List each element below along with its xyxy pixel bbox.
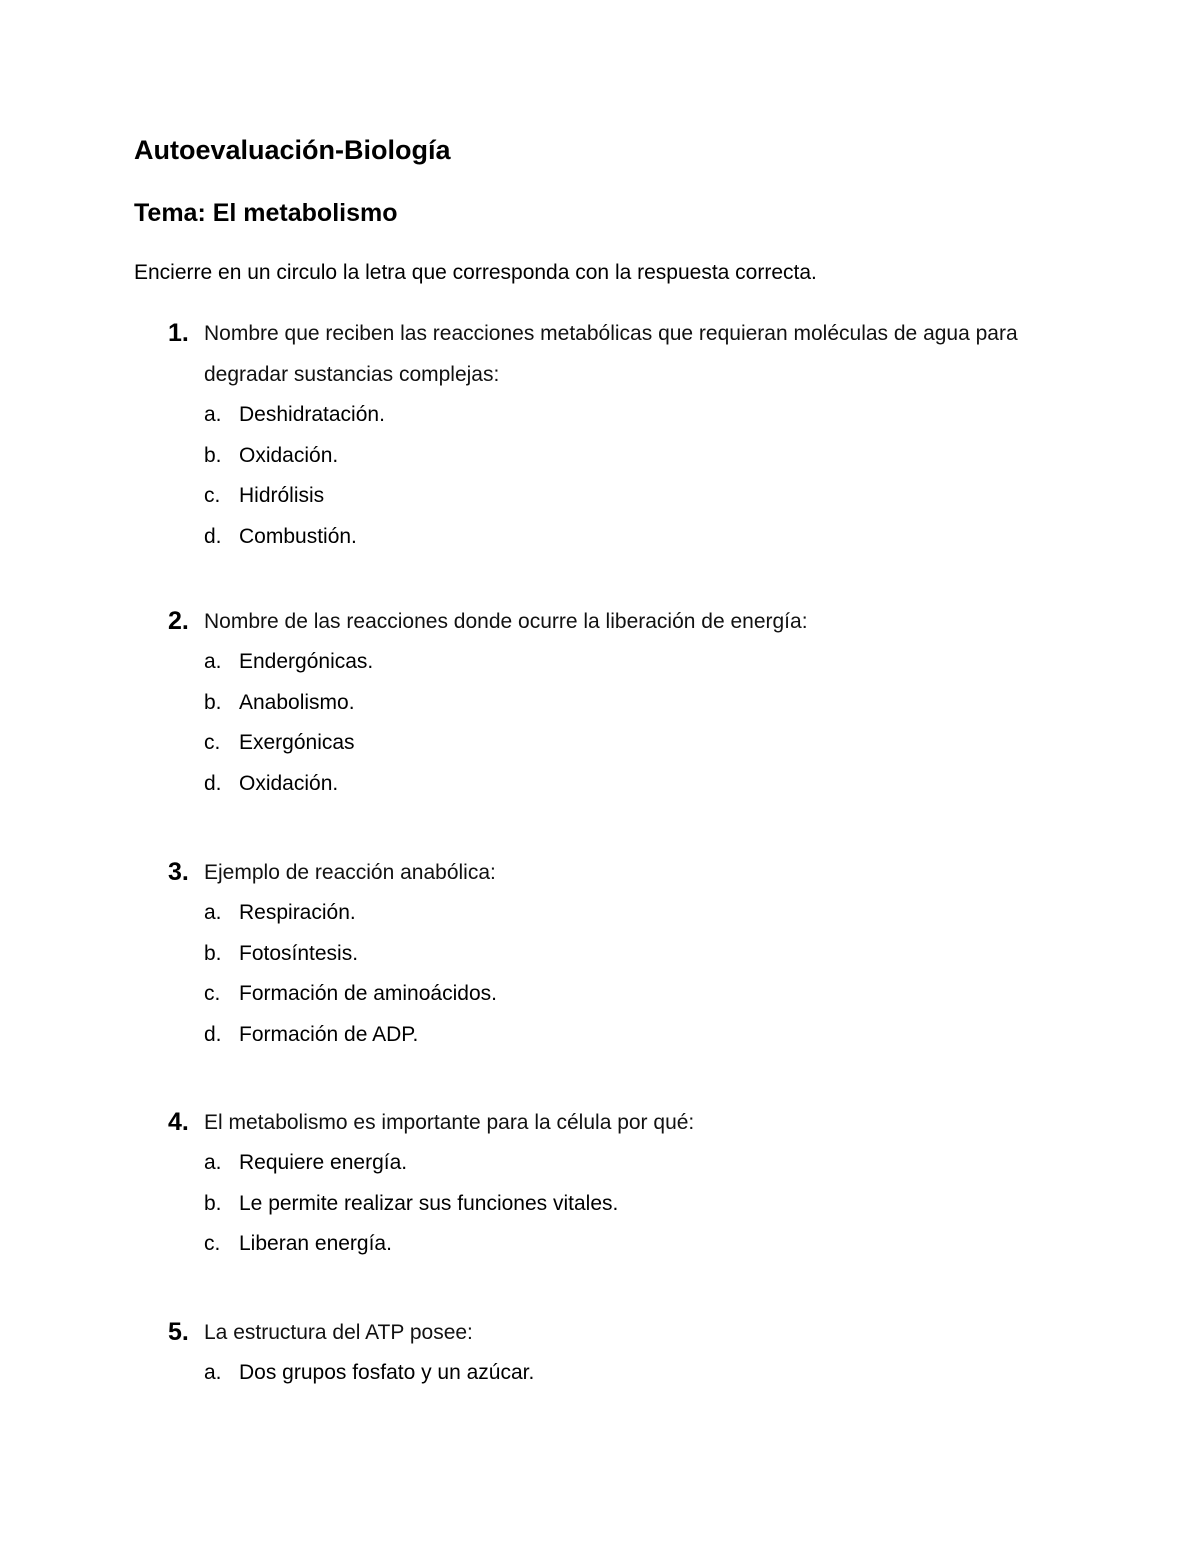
option-text: Respiración. (239, 901, 356, 924)
document-subtitle: Tema: El metabolismo (134, 199, 398, 227)
option-d[interactable] (204, 517, 1100, 558)
option-letter: c. (204, 1232, 221, 1255)
option-list (204, 1143, 1100, 1265)
option-text: Anabolismo. (239, 690, 355, 714)
question-text: Nombre que reciben las reacciones metabólicas que requieran moléculas de agua para degradar sustancias complejas: (204, 322, 1018, 386)
question-2 (150, 601, 1100, 804)
option-a[interactable] (204, 642, 1100, 683)
option-letter: b. (204, 443, 222, 467)
option-c[interactable] (204, 974, 1100, 1015)
option-text: Exergónicas (239, 731, 355, 754)
option-letter: d. (204, 524, 222, 548)
option-text: Oxidación. (239, 443, 339, 467)
option-text: Fotosíntesis. (239, 941, 359, 965)
option-letter: d. (204, 1022, 222, 1046)
option-letter: d. (204, 771, 222, 795)
option-a[interactable] (204, 893, 1100, 934)
option-letter: a. (204, 650, 222, 673)
option-text: Combustión. (239, 524, 357, 548)
instruction-text: Encierre en un circulo la letra que corresponda con la respuesta correcta. (134, 261, 817, 284)
option-text: Requiere energía. (239, 1151, 408, 1174)
question-text: La estructura del ATP posee: (204, 1321, 473, 1344)
option-letter: b. (204, 690, 222, 714)
option-list (204, 395, 1100, 557)
option-text: Formación de aminoácidos. (239, 982, 497, 1005)
question-number: 5. (168, 1318, 189, 1346)
question-number: 3. (168, 858, 189, 886)
option-c[interactable] (204, 723, 1100, 764)
option-letter: c. (204, 982, 221, 1005)
option-text: Oxidación. (239, 771, 339, 795)
option-text: Hidrólisis (239, 484, 325, 507)
option-letter: a. (204, 1151, 222, 1174)
option-letter: b. (204, 1191, 222, 1215)
option-a[interactable] (204, 395, 1100, 436)
question-text: El metabolismo es importante para la célula por qué: (204, 1111, 695, 1134)
option-list (204, 893, 1100, 1055)
option-list (204, 642, 1100, 804)
option-d[interactable] (204, 1015, 1100, 1056)
option-c[interactable] (204, 1224, 1100, 1265)
question-text: Ejemplo de reacción anabólica: (204, 861, 496, 884)
option-text: Endergónicas. (239, 650, 374, 673)
option-b[interactable] (204, 436, 1100, 477)
question-number: 1. (168, 319, 189, 347)
option-list (204, 1353, 1100, 1394)
option-letter: b. (204, 941, 222, 965)
option-d[interactable] (204, 764, 1100, 805)
option-letter: a. (204, 403, 222, 426)
document-title: Autoevaluación-Biología (134, 135, 451, 165)
option-b[interactable] (204, 934, 1100, 975)
option-b[interactable] (204, 1184, 1100, 1225)
option-c[interactable] (204, 476, 1100, 517)
option-a[interactable] (204, 1353, 1100, 1394)
question-1 (150, 313, 1100, 557)
question-number: 4. (168, 1108, 189, 1136)
question-4 (150, 1102, 1100, 1265)
option-letter: a. (204, 901, 222, 924)
option-letter: a. (204, 1361, 222, 1384)
option-text: Le permite realizar sus funciones vitales. (239, 1191, 619, 1215)
question-5 (150, 1312, 1100, 1394)
option-letter: c. (204, 731, 221, 754)
option-a[interactable] (204, 1143, 1100, 1184)
option-letter: c. (204, 484, 221, 507)
option-text: Deshidratación. (239, 403, 385, 426)
option-text: Formación de ADP. (239, 1022, 419, 1046)
question-number: 2. (168, 607, 189, 635)
option-text: Liberan energía. (239, 1232, 392, 1255)
question-text: Nombre de las reacciones donde ocurre la liberación de energía: (204, 610, 808, 633)
option-b[interactable] (204, 683, 1100, 724)
option-text: Dos grupos fosfato y un azúcar. (239, 1361, 535, 1384)
question-3 (150, 852, 1100, 1055)
